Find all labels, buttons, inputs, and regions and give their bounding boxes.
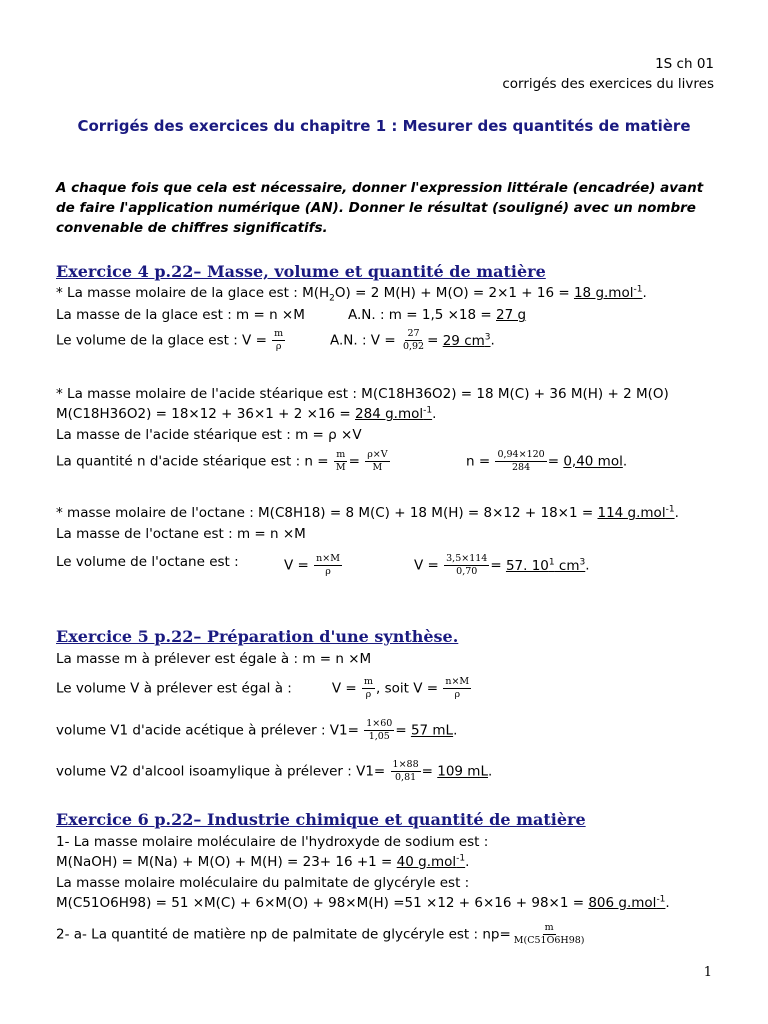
stearic-calc-line: M(C18H36O2) = 18×12 + 36×1 + 2 ×16 = 284 g.mol$^{-1}$. [56,405,437,422]
document-title: Corrigés des exercices du chapitre 1 : Mesurer des quantités de matière [77,117,691,135]
exercise-5-title: Exercice 5 p.22– Préparation d'une synthèse. [56,627,459,646]
octane-molar-mass-line: * masse molaire de l'octane : M(C8H18) = 8 M(C) + 18 M(H) = 8×12 + 18×1 = 114 g.mol$^{-1}$. [56,504,679,521]
stearic-molar-mass-line: * La masse molaire de l'acide stéarique est : M(C18H36O2) = 18 M(C) + 36 M(H) + 2 M(O) [56,386,669,402]
ice-mass-line: La masse de la glace est : m = n ×M [56,307,305,323]
naoh-question-line: 1- La masse molaire moléculaire de l'hydroxyde de sodium est : [56,834,489,850]
instructions-paragraph: A chaque fois que cela est nécessaire, donner l'expression littérale (encadrée) avant de faire l'application numérique (AN). Donner le résultat (souligné) avec un nombre convenable de chiffres significatifs. [56,180,704,236]
naoh-molar-mass-line: M(NaOH) = M(Na) + M(O) + M(H) = 23+ 16 +1 = 40 g.mol$^{-1}$. [56,853,470,870]
page-number: 1 [703,965,712,980]
header-class-code: 1S ch 01 [655,56,714,72]
ice-volume-application: A.N. : V = $\frac{27}{0,92}$ = 29 $cm^3$. [330,328,495,352]
exercise-4-title: Exercice 4 p.22– Masse, volume et quantité de matière [56,262,546,281]
header-subtitle: corrigés des exercices du livres [502,76,714,92]
page-header [502,54,714,94]
octane-volume-formula: V = $\frac{n\times M}{\rho}$ [284,553,340,577]
ice-mass-application: A.N. : m = 1,5 ×18 = 27 g [348,307,527,323]
octane-volume-label: Le volume de l'octane est : [56,554,239,570]
exercise-6-title: Exercice 6 p.22– Industrie chimique et quantité de matière [56,810,586,829]
stearic-quantity-line: La quantité n d'acide stéarique est : n = $\frac{m}{M}$ = $\frac{\rho\times V}{M}$ [56,449,388,473]
synthesis-volume-line: Le volume V à prélever est égal à : V = $\frac{m}{\rho}$ , soit V = $\frac{n\times M}{\rho}$ [56,676,470,700]
stearic-mass-line: La masse de l'acide stéarique est : m = ρ ×V [56,427,362,443]
palmitate-calc-line: M(C51O6H98) = 51 ×M(C) + 6×M(O) + 98×M(H) =51 ×12 + 6×16 + 98×1 = 806 g.mol$^{-1}$. [56,894,670,911]
ice-volume-line: Le volume de la glace est : V = $\frac{m}{\rho}$ [56,328,284,352]
v1-acetic-acid-line: volume V1 d'acide acétique à prélever : V1= $\frac{1\times 60}{1,05}$ = 57 mL. [56,718,458,742]
stearic-quantity-application: n = $\frac{0,94\times 120}{284}$ = 0,40 mol. [466,449,628,473]
synthesis-mass-line: La masse m à prélever est égale à : m = n ×M [56,651,372,667]
octane-volume-application: V = $\frac{3,5\times 114}{0,70}$ = 57. $10^1$ $cm^3$. [414,553,590,577]
ice-molar-mass-line: * La masse molaire de la glace est : $M(H_2O) = 2$ M(H) + M(O) = 2×1 + 16 = 18 g.mol$^{-1}$. [56,284,647,304]
palmitate-label-line: La masse molaire moléculaire du palmitate de glycéryle est : [56,875,470,891]
octane-mass-line: La masse de l'octane est : m = n ×M [56,526,306,542]
v2-isoamyl-alcohol-line: volume V2 d'alcool isoamylique à prélever : V1= $\frac{1\times 88}{0,81}$ = 109 mL. [56,759,493,783]
palmitate-quantity-line: 2- a- La quantité de matière np de palmitate de glycéryle est : np= $\frac{m}{M(C51O6H98)}$ [56,922,585,946]
